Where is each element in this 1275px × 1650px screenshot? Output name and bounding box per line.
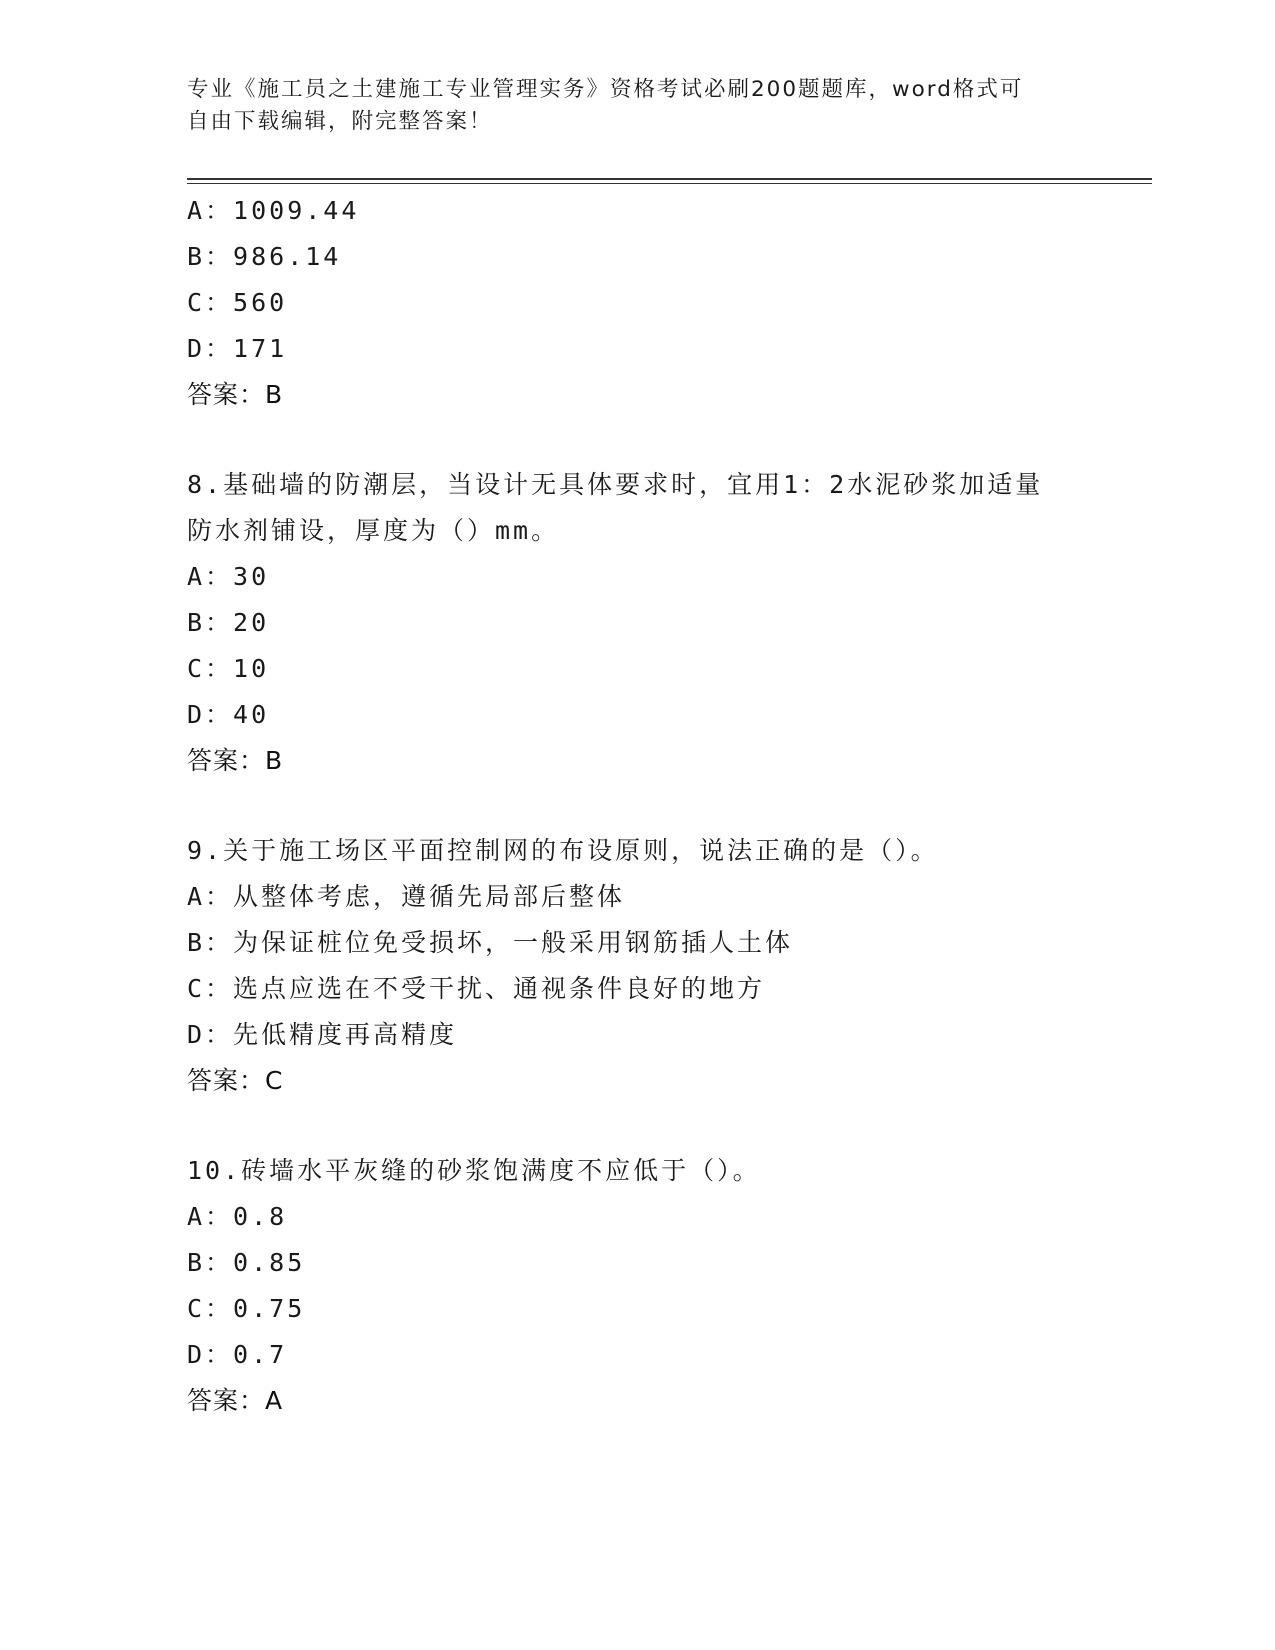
- question-list: [187, 188, 1147, 1424]
- question-text: 9.关于施工场区平面控制网的布设原则，说法正确的是（）。: [187, 836, 939, 865]
- question-text: 10.砖墙水平灰缝的砂浆饱满度不应低于（）。: [187, 1156, 761, 1185]
- question-spacer: [187, 784, 1147, 828]
- option-d: D：40: [187, 700, 270, 729]
- header-line-1: 专业《施工员之土建施工专业管理实务》资格考试必刷200题题库，word格式可: [187, 77, 1024, 102]
- answer: 答案：C: [187, 1066, 284, 1095]
- question-spacer: [187, 1104, 1147, 1148]
- option-c: C：选点应选在不受干扰、通视条件良好的地方: [187, 974, 766, 1003]
- answer: 答案：B: [187, 746, 284, 775]
- option-b: B：986.14: [187, 242, 342, 271]
- option-a: A：0.8: [187, 1202, 288, 1231]
- option-d: D：先低精度再高精度: [187, 1020, 458, 1049]
- option-b: B：20: [187, 608, 270, 637]
- question-text-line-1: 8.基础墙的防潮层，当设计无具体要求时，宜用1：2水泥砂浆加适量: [187, 470, 1044, 499]
- option-c: C：0.75: [187, 1294, 306, 1323]
- option-a: A：1009.44: [187, 196, 360, 225]
- document-header: [187, 74, 1067, 138]
- question-7: [187, 188, 1147, 418]
- option-c: C：560: [187, 288, 288, 317]
- question-text-line-2: 防水剂铺设，厚度为（）mm。: [187, 516, 560, 545]
- option-a: A：从整体考虑，遵循先局部后整体: [187, 882, 626, 911]
- question-8: [187, 462, 1147, 784]
- header-divider-thin: [187, 183, 1152, 184]
- option-b: B：为保证桩位免受损坏，一般采用钢筋插人土体: [187, 928, 794, 957]
- option-a: A：30: [187, 562, 270, 591]
- question-spacer: [187, 418, 1147, 462]
- option-d: D：171: [187, 334, 288, 363]
- option-c: C：10: [187, 654, 270, 683]
- question-9: [187, 828, 1147, 1104]
- header-divider-thick: [187, 178, 1152, 180]
- option-b: B：0.85: [187, 1248, 306, 1277]
- question-10: [187, 1148, 1147, 1424]
- answer: 答案：B: [187, 380, 284, 409]
- answer: 答案：A: [187, 1386, 284, 1415]
- option-d: D：0.7: [187, 1340, 288, 1369]
- header-line-2: 自由下载编辑，附完整答案！: [187, 109, 493, 134]
